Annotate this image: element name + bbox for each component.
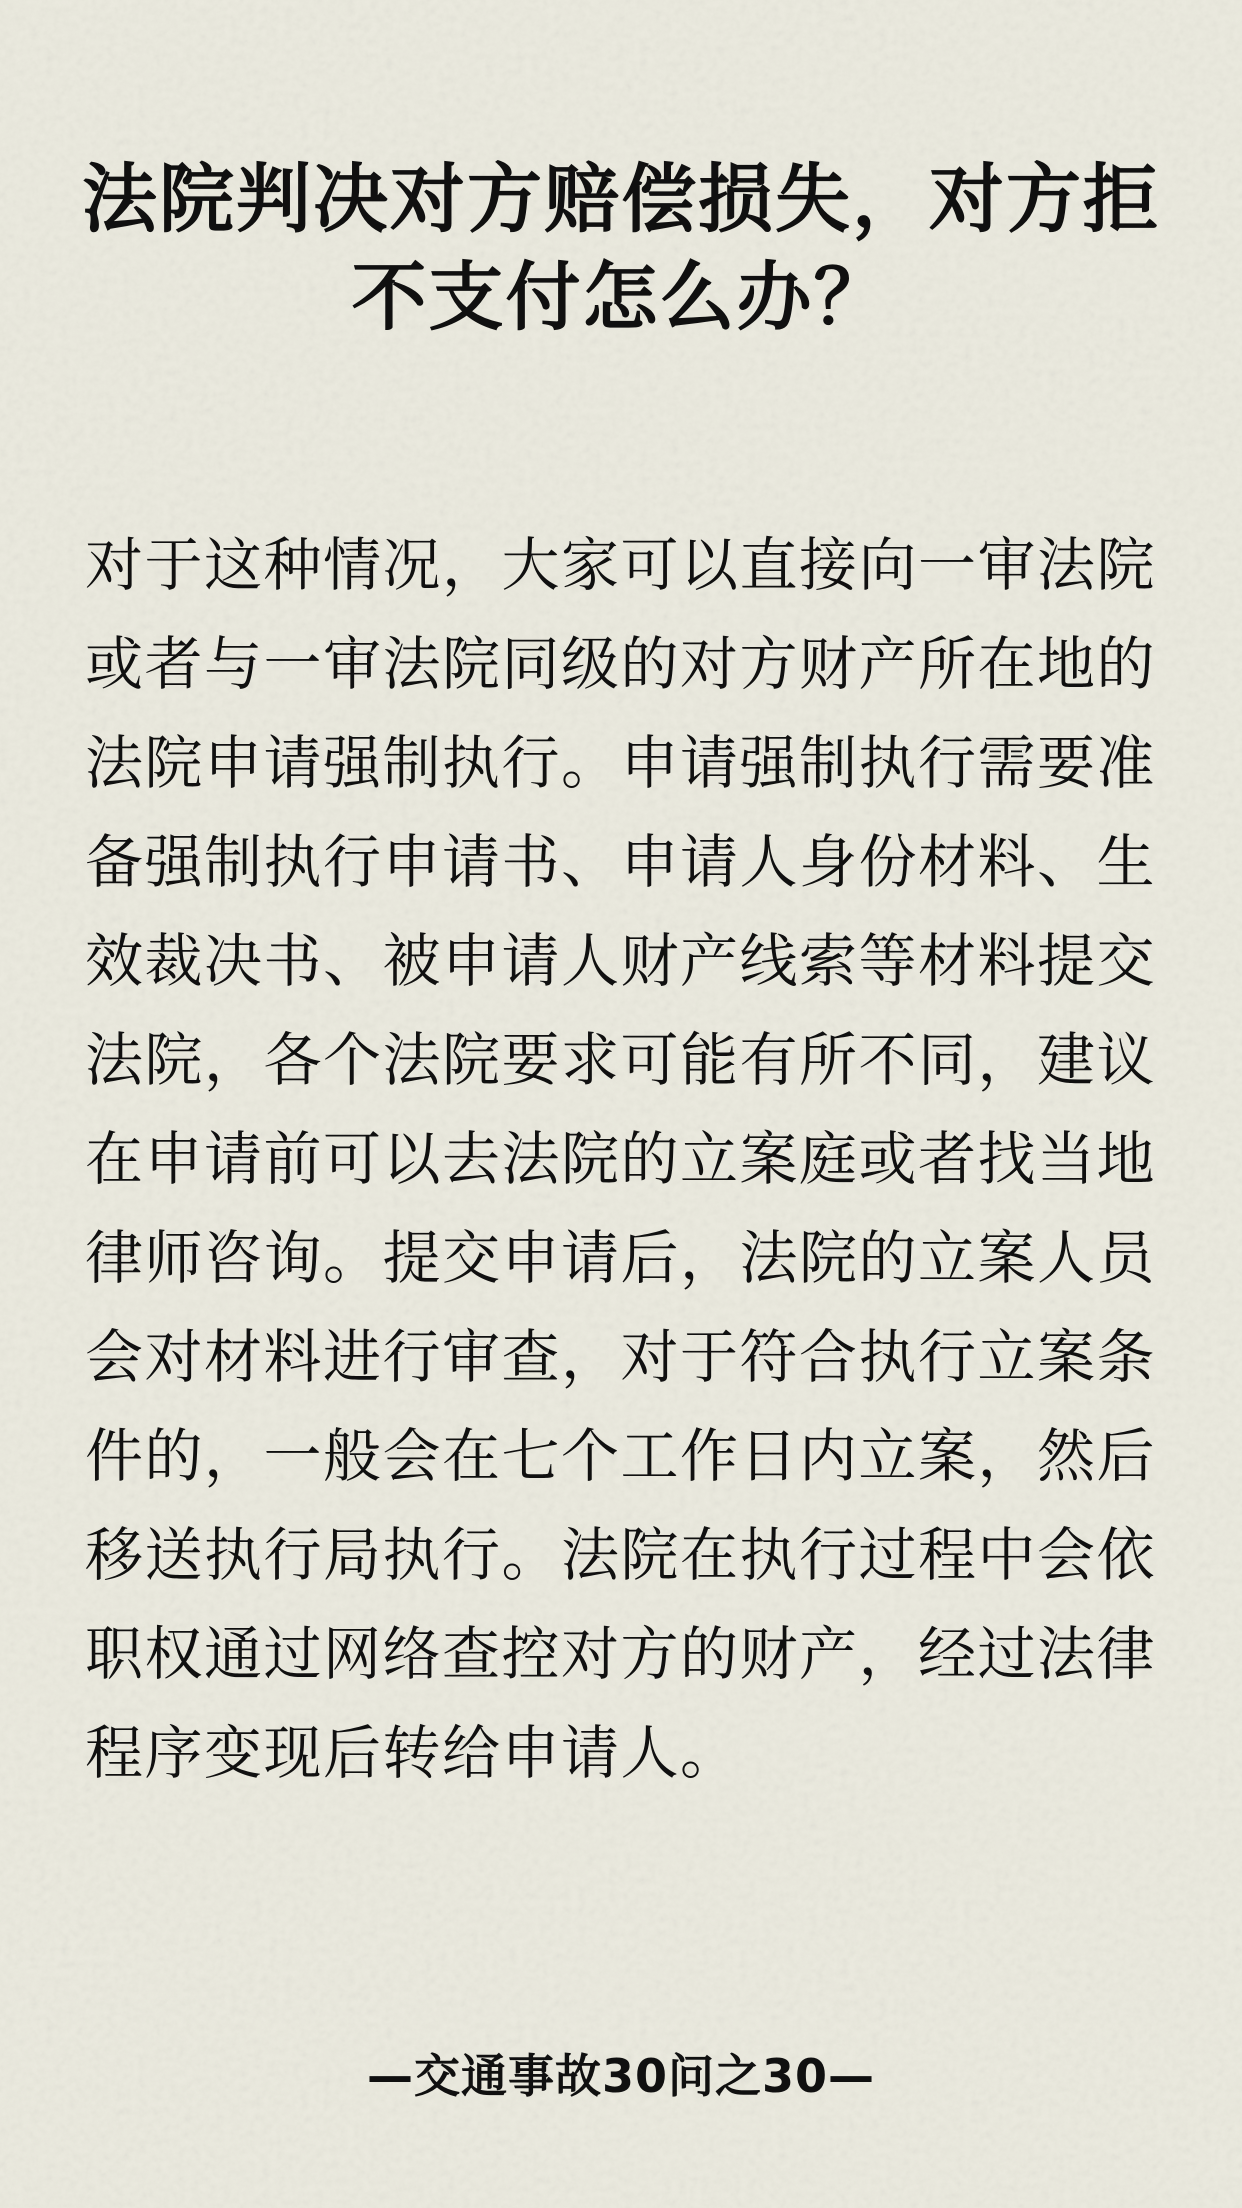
text-line: 或者与一审法院同级的对方财产所在地的 — [85, 630, 1157, 698]
text-line: 备强制执行申请书、申请人身份材料、生 — [85, 828, 1157, 896]
text-line: 职权通过网络查控对方的财产，经过法律 — [85, 1620, 1157, 1688]
text-line: 法院判决对方赔偿损失，对方拒 — [81, 155, 1160, 243]
text-line: 件的，一般会在七个工作日内立案，然后 — [85, 1422, 1157, 1490]
text-line: 对于这种情况，大家可以直接向一审法院 — [85, 531, 1157, 599]
text-line: 法院，各个法院要求可能有所不同，建议 — [85, 1026, 1157, 1094]
text-line: 不支付怎么办？ — [351, 253, 891, 341]
body-paragraph — [85, 516, 1165, 1803]
text-line: 程序变现后转给申请人。 — [85, 1719, 740, 1787]
text-line: 在申请前可以去法院的立案庭或者找当地 — [85, 1125, 1157, 1193]
text-line: 法院申请强制执行。申请强制执行需要准 — [85, 729, 1157, 797]
text-line: 移送执行局执行。法院在执行过程中会依 — [85, 1521, 1157, 1589]
footer-series-label: —交通事故30问之30— — [366, 2049, 876, 2103]
text-line: 效裁决书、被申请人财产线索等材料提交 — [85, 927, 1157, 995]
text-line: 律师咨询。提交申请后，法院的立案人员 — [85, 1224, 1157, 1292]
text-line: 会对材料进行审查，对于符合执行立案条 — [85, 1323, 1157, 1391]
page-title — [0, 150, 1242, 346]
